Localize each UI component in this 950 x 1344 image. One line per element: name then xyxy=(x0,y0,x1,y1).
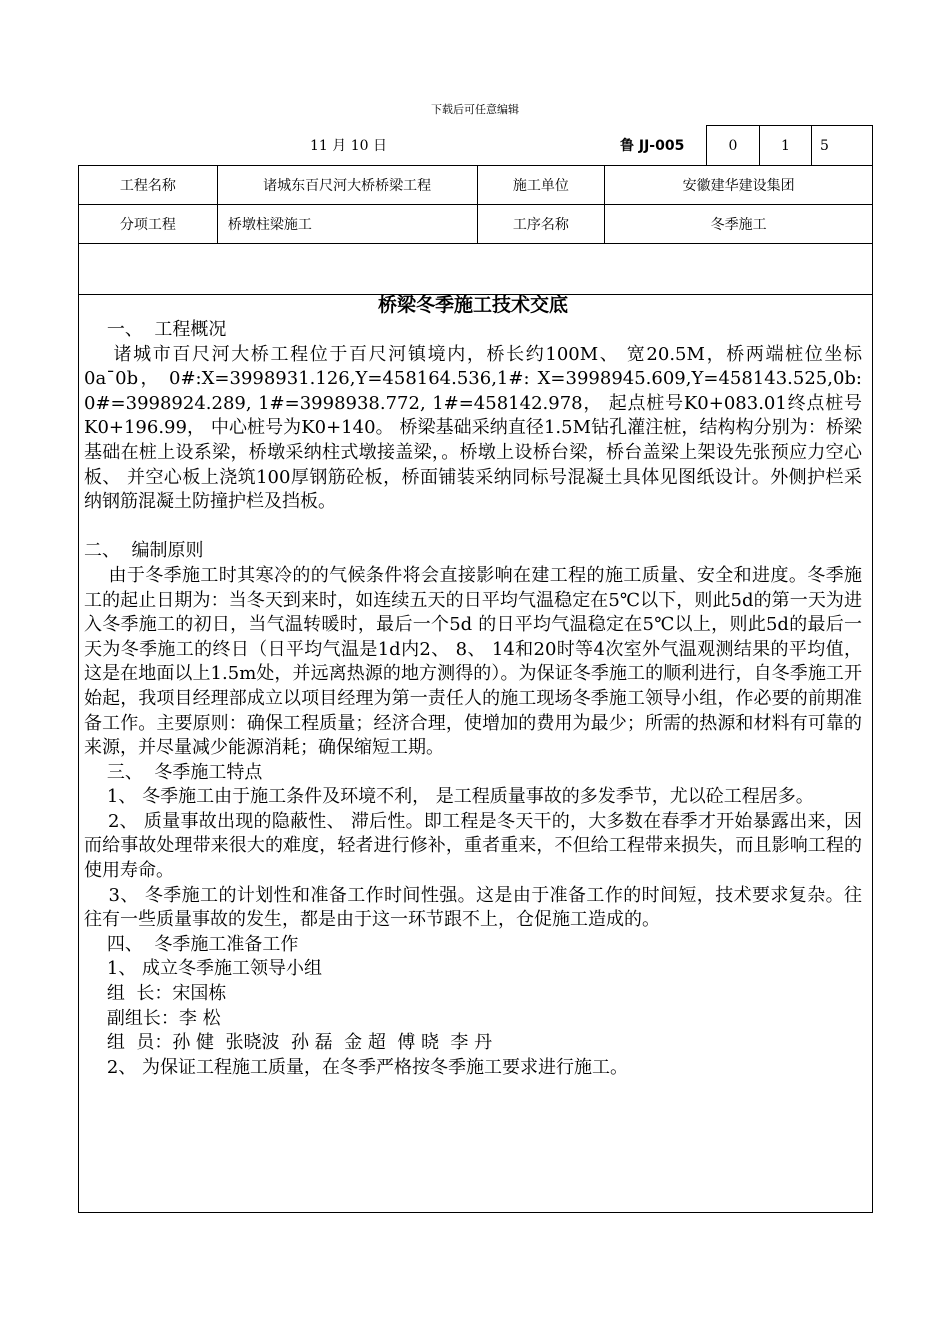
sub-project-label: 分项工程 xyxy=(79,205,218,244)
code-box-3: 5 xyxy=(811,125,873,165)
section-3-item-2: 2、 质量事故出现的隐蔽性、 滞后性。即工程是冬天干的，大多数在春季才开始暴露出来，因而给事故处理带来很大的难度，轻者进行修补，重者重来，不但给工程带来损失，而且影响工程的使用寿命。 xyxy=(84,810,862,882)
section-1-paragraph: 诸城市百尺河大桥工程位于百尺河镇境内，桥长约100M、 宽20.5M，桥两端桩位坐标 0a¯0b， 0#:X=3998931.126,Y=458164.536,1#: X=3998945.609,Y=458143.525,0b: 0#=3998924.289, 1#=3998938.772, 1#=458142.978， 起点桩号K0+083.01终点桩号K0+196.99， 中心桩号为K0+140。 桥梁基础采纳直径1.5M钻孔灌注桩，结构构分别为：桥梁基础在桩上设系梁，桥墩采纳柱式墩接盖梁，。桥墩上设桥台梁，桥台盖梁上架设先张预应力空心板、 并空心板上浇筑100厚钢筋砼板，桥面铺装采纳同标号混凝土具体见图纸设计。外侧护栏采纳钢筋混凝土防撞护栏及挡板。 xyxy=(84,343,868,513)
table-row xyxy=(79,166,873,205)
spacer xyxy=(84,515,862,540)
process-value: 冬季施工 xyxy=(605,205,873,244)
document-header xyxy=(78,125,872,165)
section-2-heading: 二、 编制原则 xyxy=(84,540,204,562)
document-code: 鲁 JJ-005 xyxy=(620,138,685,154)
section-2-paragraph: 由于冬季施工时其寒冷的的气候条件将会直接影响在建工程的施工质量、安全和进度。冬季施工的起止日期为：当冬天到来时，如连续五天的日平均气温稳定在5℃以下，则此5d的第一天为进入冬季施工的初日，当气温转暖时，最后一个5d 的日平均气温稳定在5℃以上，则此5d的最后一天为冬季施工的终日（日平均气温是1d内2、 8、 14和20时等4次室外气温观测结果的平均值，这是在地面以上1.5m处，并远离热源的地方测得的）。为保证冬季施工的顺利进行，自冬季施工开始起，我项目经理部成立以项目经理为第一责任人的施工现场冬季施工领导小组，作必要的前期准备工作。主要原则：确保工程质量；经济合理，使增加的费用为最少；所需的热源和材料有可靠的来源，并尽量减少能源消耗；确保缩短工期。 xyxy=(84,564,863,759)
section-4-item-2: 2、 为保证工程施工质量，在冬季严格按冬季施工要求进行施工。 xyxy=(84,1056,629,1078)
section-4-heading: 四、 冬季施工准备工作 xyxy=(84,933,299,955)
section-4-item-1: 1、 成立冬季施工领导小组 xyxy=(84,958,323,980)
section-3-heading: 三、 冬季施工特点 xyxy=(84,761,263,783)
code-box-1: 0 xyxy=(706,125,760,165)
download-watermark: 下载后可任意编辑 xyxy=(431,103,519,116)
table-row xyxy=(79,244,873,295)
table-row xyxy=(79,205,873,244)
code-box-2: 1 xyxy=(759,125,812,165)
section-3-item-3: 3、 冬季施工的计划性和准备工作时间性强。这是由于准备工作的时间短，技术要求复杂。往往有一些质量事故的发生，都是由于这一环节跟不上，仓促施工造成的。 xyxy=(84,884,862,931)
process-label: 工序名称 xyxy=(477,205,605,244)
team-members: 组 员：孙 健 张晓波 孙 磊 金 超 傅 晓 李 丹 xyxy=(84,1032,493,1054)
contractor-value: 安徽建华建设集团 xyxy=(605,166,873,205)
contractor-label: 施工单位 xyxy=(477,166,605,205)
sub-project-value: 桥墩柱梁施工 xyxy=(217,205,477,244)
document-body xyxy=(84,292,868,1080)
blank-row xyxy=(79,244,873,295)
section-3-item-1: 1、 冬季施工由于施工条件及环境不利， 是工程质量事故的多发季节，尤以砼工程居多。 xyxy=(84,786,814,808)
team-deputy: 副组长：李 松 xyxy=(84,1007,221,1029)
project-name-value: 诸城东百尺河大桥桥梁工程 xyxy=(217,166,477,205)
section-1-heading: 一、 工程概况 xyxy=(84,319,227,340)
project-info-table xyxy=(78,165,873,295)
document-title: 桥梁冬季施工技术交底 xyxy=(377,294,568,316)
header-date: 11 月 10 日 xyxy=(310,138,387,154)
project-name-label: 工程名称 xyxy=(79,166,218,205)
team-leader: 组 长：宋国栋 xyxy=(84,983,227,1005)
